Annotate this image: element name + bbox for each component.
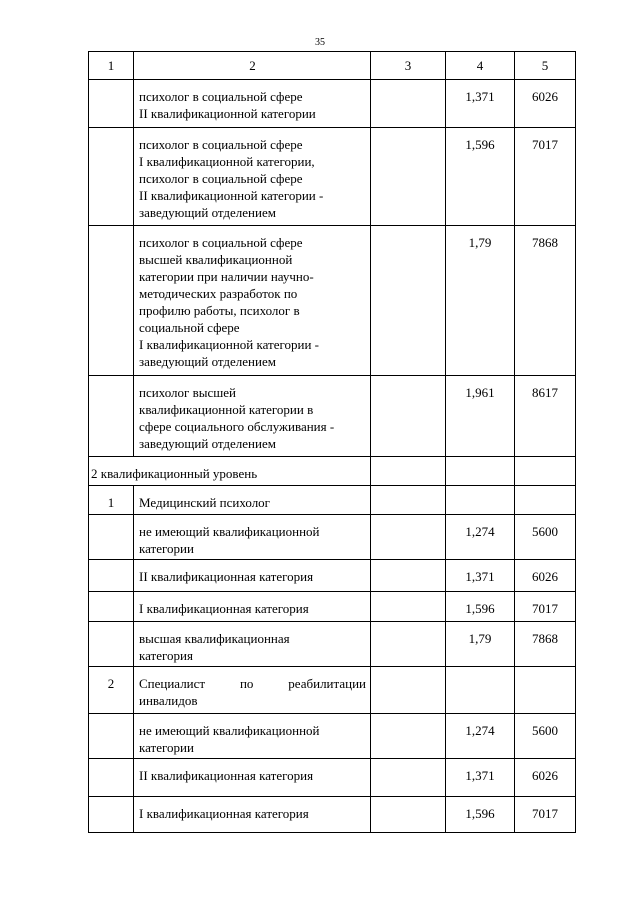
col-3-value-cell bbox=[371, 515, 446, 560]
table-row bbox=[89, 759, 576, 797]
position-name-line: сфере социального обслуживания - bbox=[139, 419, 335, 434]
coefficient-cell bbox=[446, 622, 515, 667]
coefficient bbox=[446, 486, 514, 494]
col-3-value bbox=[371, 667, 445, 675]
coefficient: 1,79 bbox=[468, 631, 492, 646]
header-col-2: 2 bbox=[134, 52, 371, 80]
col-3-value-cell bbox=[371, 226, 446, 376]
header-col-3: 3 bbox=[371, 52, 446, 80]
position-name-line: заведующий отделением bbox=[139, 205, 276, 220]
col-3-value-cell bbox=[371, 376, 446, 457]
page-number: 35 bbox=[315, 37, 325, 48]
col-3-value-cell bbox=[371, 759, 446, 797]
col-3-value-cell bbox=[371, 80, 446, 128]
coefficient: 1,596 bbox=[465, 601, 495, 616]
position-name-line: I квалификационная категория bbox=[139, 601, 309, 616]
position-name-line: высшей квалификационной bbox=[139, 252, 293, 267]
position-name-line: II квалификационная категория bbox=[139, 768, 314, 783]
row-number bbox=[89, 797, 133, 805]
position-name-cell bbox=[134, 797, 371, 833]
row-number-cell bbox=[89, 667, 134, 714]
col-3-value bbox=[371, 797, 445, 805]
position-name-line: I квалификационной категории - bbox=[139, 337, 320, 352]
salary-amount: 7868 bbox=[532, 631, 558, 646]
row-number bbox=[89, 759, 133, 767]
salary-amount-cell bbox=[515, 376, 576, 457]
row-number-cell bbox=[89, 515, 134, 560]
position-name-text bbox=[139, 797, 366, 822]
row-number-cell bbox=[89, 80, 134, 128]
position-name-line: психолог в социальной сфере bbox=[139, 137, 303, 152]
position-name-text bbox=[139, 560, 366, 585]
tariff-table bbox=[88, 51, 576, 833]
empty-cell bbox=[515, 457, 576, 486]
salary-amount bbox=[515, 667, 575, 675]
row-number bbox=[89, 592, 133, 600]
empty-cell bbox=[446, 457, 515, 486]
row-number-cell bbox=[89, 128, 134, 226]
position-name-line: заведующий отделением bbox=[139, 354, 276, 369]
coefficient-cell bbox=[446, 376, 515, 457]
coefficient-cell bbox=[446, 80, 515, 128]
table-row bbox=[89, 622, 576, 667]
coefficient-cell bbox=[446, 592, 515, 622]
position-name-cell bbox=[134, 667, 371, 714]
salary-amount: 8617 bbox=[532, 385, 558, 400]
empty-cell bbox=[371, 457, 446, 486]
col-3-value bbox=[371, 128, 445, 136]
position-name-text bbox=[139, 80, 366, 122]
col-3-value bbox=[371, 80, 445, 88]
col-3-value-cell bbox=[371, 667, 446, 714]
coefficient-cell bbox=[446, 667, 515, 714]
header-col-1: 1 bbox=[89, 52, 134, 80]
coefficient: 1,79 bbox=[468, 235, 492, 250]
position-name-cell bbox=[134, 515, 371, 560]
row-number-cell bbox=[89, 376, 134, 457]
salary-amount-cell bbox=[515, 128, 576, 226]
position-name-line: психолог в социальной сфере bbox=[139, 89, 303, 104]
col-3-value-cell bbox=[371, 592, 446, 622]
level-title bbox=[89, 457, 371, 486]
position-name-line: II квалификационная категория bbox=[139, 569, 314, 584]
table-row bbox=[89, 515, 576, 560]
header-row bbox=[89, 52, 576, 80]
col-3-value-cell bbox=[371, 560, 446, 592]
position-name-line: I квалификационная категория bbox=[139, 806, 309, 821]
coefficient: 1,371 bbox=[465, 768, 495, 783]
position-name-line: психолог в социальной сфере bbox=[139, 235, 303, 250]
position-name-text bbox=[139, 759, 366, 784]
salary-amount: 7017 bbox=[532, 137, 558, 152]
position-name-cell bbox=[134, 486, 371, 515]
position-name-line: категории bbox=[139, 740, 194, 755]
salary-amount: 7017 bbox=[532, 806, 558, 821]
position-name-cell bbox=[134, 376, 371, 457]
salary-amount-cell bbox=[515, 560, 576, 592]
salary-amount bbox=[515, 486, 575, 494]
position-name-cell bbox=[134, 622, 371, 667]
position-name-text bbox=[139, 376, 366, 452]
position-name-line: категории bbox=[139, 541, 194, 556]
col-3-value bbox=[371, 486, 445, 494]
col-3-value bbox=[371, 226, 445, 234]
coefficient-cell bbox=[446, 515, 515, 560]
coefficient: 1,961 bbox=[465, 385, 495, 400]
level-title-text: 2 квалификационный уровень bbox=[91, 466, 258, 481]
header-col-4: 4 bbox=[446, 52, 515, 80]
position-name-text bbox=[139, 714, 366, 756]
qualification-level-row bbox=[89, 457, 576, 486]
table-row bbox=[89, 376, 576, 457]
row-number-cell bbox=[89, 759, 134, 797]
col-3-value bbox=[371, 560, 445, 568]
row-number bbox=[89, 128, 133, 136]
coefficient-cell bbox=[446, 226, 515, 376]
position-name-cell bbox=[134, 759, 371, 797]
col-3-value-cell bbox=[371, 622, 446, 667]
table-row bbox=[89, 128, 576, 226]
table-row bbox=[89, 226, 576, 376]
coefficient-cell bbox=[446, 486, 515, 515]
row-number-cell bbox=[89, 622, 134, 667]
coefficient: 1,371 bbox=[465, 569, 495, 584]
coefficient: 1,274 bbox=[465, 723, 495, 738]
col-3-value bbox=[371, 376, 445, 384]
col-3-value bbox=[371, 759, 445, 767]
col-3-value bbox=[371, 592, 445, 600]
salary-amount-cell bbox=[515, 714, 576, 759]
coefficient: 1,596 bbox=[465, 137, 495, 152]
position-name-cell bbox=[134, 80, 371, 128]
salary-amount: 7017 bbox=[532, 601, 558, 616]
salary-amount-cell bbox=[515, 592, 576, 622]
salary-amount-cell bbox=[515, 667, 576, 714]
position-name-line: не имеющий квалификационной bbox=[139, 723, 320, 738]
table-row bbox=[89, 667, 576, 714]
salary-amount: 7868 bbox=[532, 235, 558, 250]
position-name-text bbox=[139, 486, 366, 511]
table-row bbox=[89, 592, 576, 622]
coefficient-cell bbox=[446, 759, 515, 797]
salary-amount: 6026 bbox=[532, 768, 558, 783]
table-body bbox=[89, 52, 576, 833]
row-number-cell bbox=[89, 486, 134, 515]
row-number-cell bbox=[89, 592, 134, 622]
col-3-value-cell bbox=[371, 486, 446, 515]
coefficient: 1,371 bbox=[465, 89, 495, 104]
salary-amount: 6026 bbox=[532, 569, 558, 584]
position-name-line: методических разработок по bbox=[139, 286, 298, 301]
coefficient: 1,596 bbox=[465, 806, 495, 821]
row-number-cell bbox=[89, 797, 134, 833]
row-number bbox=[89, 376, 133, 384]
position-name-text bbox=[139, 622, 366, 664]
position-name-text bbox=[139, 128, 366, 221]
coefficient-cell bbox=[446, 797, 515, 833]
col-3-value-cell bbox=[371, 797, 446, 833]
table-row bbox=[89, 797, 576, 833]
salary-amount-cell bbox=[515, 80, 576, 128]
position-name-line: не имеющий квалификационной bbox=[139, 524, 320, 539]
position-name-line: категория bbox=[139, 648, 193, 663]
position-name-text bbox=[139, 515, 366, 557]
row-number bbox=[89, 226, 133, 234]
row-number-cell bbox=[89, 226, 134, 376]
position-name-line: психолог в социальной сфере bbox=[139, 171, 303, 186]
col-3-value-cell bbox=[371, 714, 446, 759]
salary-amount-cell bbox=[515, 797, 576, 833]
position-name-line: заведующий отделением bbox=[139, 436, 276, 451]
header-col-5: 5 bbox=[515, 52, 576, 80]
col-3-value-cell bbox=[371, 128, 446, 226]
row-number bbox=[89, 622, 133, 630]
position-name-line: Специалист по реабилитации bbox=[139, 676, 366, 691]
table-row bbox=[89, 714, 576, 759]
position-name-line: I квалификационной категории, bbox=[139, 154, 315, 169]
salary-amount: 5600 bbox=[532, 524, 558, 539]
position-name-line: квалификационной категории в bbox=[139, 402, 314, 417]
row-number: 2 bbox=[107, 676, 115, 691]
row-number: 1 bbox=[107, 495, 115, 510]
position-name-text bbox=[139, 667, 366, 709]
salary-amount: 5600 bbox=[532, 723, 558, 738]
row-number bbox=[89, 80, 133, 88]
row-number bbox=[89, 560, 133, 568]
coefficient: 1,274 bbox=[465, 524, 495, 539]
row-number bbox=[89, 714, 133, 722]
col-3-value bbox=[371, 622, 445, 630]
position-name-line: высшая квалификационная bbox=[139, 631, 290, 646]
position-name-cell bbox=[134, 714, 371, 759]
col-3-value bbox=[371, 714, 445, 722]
position-name-line: Медицинский психолог bbox=[139, 495, 271, 510]
salary-amount-cell bbox=[515, 622, 576, 667]
position-name-text bbox=[139, 592, 366, 617]
salary-amount-cell bbox=[515, 226, 576, 376]
position-name-line: II квалификационной категории bbox=[139, 106, 316, 121]
position-name-text bbox=[139, 226, 366, 370]
col-3-value bbox=[371, 515, 445, 523]
salary-amount-cell bbox=[515, 759, 576, 797]
row-number-cell bbox=[89, 560, 134, 592]
position-name-line: II квалификационной категории - bbox=[139, 188, 324, 203]
position-name-line: категории при наличии научно- bbox=[139, 269, 314, 284]
coefficient bbox=[446, 667, 514, 675]
salary-amount: 6026 bbox=[532, 89, 558, 104]
position-name-cell bbox=[134, 128, 371, 226]
coefficient-cell bbox=[446, 560, 515, 592]
position-name-line: психолог высшей bbox=[139, 385, 236, 400]
position-name-cell bbox=[134, 560, 371, 592]
position-name-line: социальной сфере bbox=[139, 320, 240, 335]
row-number-cell bbox=[89, 714, 134, 759]
position-name-cell bbox=[134, 592, 371, 622]
table-row bbox=[89, 486, 576, 515]
position-name-line: профилю работы, психолог в bbox=[139, 303, 300, 318]
position-name-line: инвалидов bbox=[139, 693, 198, 708]
table-row bbox=[89, 80, 576, 128]
row-number bbox=[89, 515, 133, 523]
coefficient-cell bbox=[446, 714, 515, 759]
position-name-cell bbox=[134, 226, 371, 376]
salary-amount-cell bbox=[515, 486, 576, 515]
coefficient-cell bbox=[446, 128, 515, 226]
table-row bbox=[89, 560, 576, 592]
salary-amount-cell bbox=[515, 515, 576, 560]
